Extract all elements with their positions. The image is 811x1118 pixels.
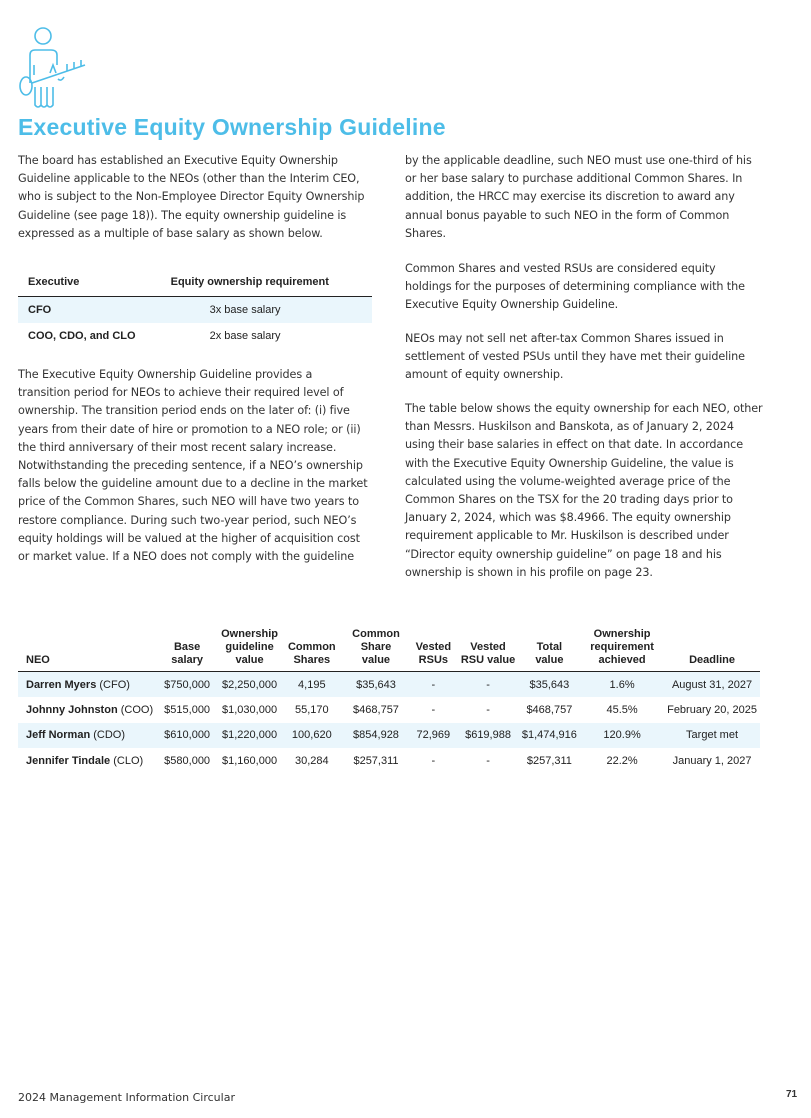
value-cell: $619,988	[465, 729, 511, 742]
value-cell: -	[431, 703, 436, 716]
value-cell: -	[486, 703, 490, 716]
value-cell: $2,250,000	[222, 678, 278, 691]
neo-role: (CLO)	[113, 754, 144, 767]
neo-name: Jennifer Tindale	[26, 754, 111, 767]
neo-role: (COO)	[120, 703, 154, 716]
page-number: 71	[786, 1089, 798, 1100]
value-cell: $580,000	[164, 754, 211, 767]
table-row	[18, 748, 760, 774]
table-row	[18, 723, 760, 749]
value-cell: $35,643	[356, 678, 396, 691]
col-header: Common Share value	[343, 628, 410, 672]
col-header: Executive	[18, 272, 171, 297]
value-cell: $1,030,000	[222, 703, 278, 716]
neo-cell	[18, 723, 156, 749]
requirement-table	[18, 272, 372, 349]
compliance-paragraph: by the applicable deadline, such NEO must use one-third of his or her base salary to purchase additional Common Shares. In addition, the HRCC may exercise its discretion to award any annual bonus payable to such NEO in the form of Common Shares.	[405, 154, 752, 240]
executive-cell: CFO	[28, 303, 52, 316]
executive-cell: COO, CDO, and CLO	[28, 329, 136, 342]
value-cell: -	[486, 678, 490, 691]
table-row	[18, 697, 760, 723]
col-header: Deadline	[664, 628, 760, 672]
psu-paragraph: NEOs may not sell net after-tax Common Shares issued in settlement of vested PSUs until they have met their guideline amount of equity ownership.	[405, 332, 745, 382]
neo-cell	[18, 672, 156, 698]
value-cell: 55,170	[294, 703, 329, 716]
table-row	[18, 672, 760, 698]
neo-name: Jeff Norman	[26, 729, 91, 742]
col-header: Base salary	[156, 628, 218, 672]
col-header: NEO	[18, 628, 156, 672]
neo-role: (CFO)	[99, 678, 130, 691]
value-cell: $750,000	[164, 678, 211, 691]
value-cell: -	[486, 754, 490, 767]
holdings-paragraph: Common Shares and vested RSUs are considered equity holdings for the purposes of determining compliance with the Executive Equity Ownership Guideline.	[405, 262, 745, 312]
neo-name: Darren Myers	[26, 678, 97, 691]
neo-name: Johnny Johnston	[26, 703, 118, 716]
value-cell: $468,757	[353, 703, 399, 716]
intro-paragraph: The board has established an Executive Equity Ownership Guideline applicable to the NEOs (other than the Interim CEO, who is subject to the Non-Employee Director Equity Ownership Guideline (see page 18)). The equity ownership guideline is expressed as a multiple of base salary as shown below.	[18, 154, 365, 240]
value-cell: 72,969	[416, 729, 451, 742]
value-cell: $35,643	[529, 678, 570, 691]
value-cell: 30,284	[294, 754, 329, 767]
value-cell: February 20, 2025	[667, 703, 757, 716]
table-row	[18, 323, 372, 349]
value-cell: $1,474,916	[521, 729, 577, 742]
value-cell: $1,220,000	[222, 729, 278, 742]
value-cell: Target met	[686, 729, 739, 742]
value-cell: $257,311	[353, 754, 399, 767]
neo-cell	[18, 697, 156, 723]
person-with-key-icon	[15, 25, 95, 110]
col-header: Vested RSU value	[457, 628, 518, 672]
col-header: Common Shares	[281, 628, 343, 672]
value-cell: 120.9%	[603, 729, 641, 742]
value-cell: 4,195	[298, 678, 326, 691]
requirement-cell: 3x base salary	[209, 303, 281, 316]
neo-role: (CDO)	[93, 729, 126, 742]
value-cell: 1.6%	[609, 678, 635, 691]
transition-paragraph: The Executive Equity Ownership Guideline provides a transition period for NEOs to achieve their required level of ownership. The transition period ends on the later of: (i) five years from their date of hire or promotion to a NEO role; or (ii) the third anniversary of their most recent salary increase. Notwithstanding the preceding sentence, if a NEO’s ownership falls below the guideline amount due to a decline in the market price of the Common Shares, such NEO will have two years to restore compliance. During such two-year period, such NEO’s equity holdings will be valued at the higher of acquisition cost or market value. If a NEO does not comply with the guideline	[18, 368, 368, 564]
table-row	[18, 297, 372, 323]
value-cell: $257,311	[526, 754, 572, 767]
table-intro-paragraph: The table below shows the equity ownership for each NEO, other than Messrs. Huskilson and Banskota, as of January 2, 2024 using their base salaries in effect on that date. In accordance with the Executive Equity Ownership Guideline, the value is calculated using the volume-weighted average price of the Common Shares on the TSX for the 20 trading days prior to January 2, 2024, which was $8.4966. The equity ownership requirement applicable to Mr. Huskilson is described under “Director equity ownership guideline” on page 18 and his ownership is shown in his profile on page 23.	[405, 402, 763, 579]
value-cell: $610,000	[164, 729, 211, 742]
value-cell: -	[431, 754, 436, 767]
page-title: Executive Equity Ownership Guideline	[18, 114, 446, 140]
footer-title: 2024 Management Information Circular	[18, 1091, 235, 1104]
requirement-cell: 2x base salary	[209, 329, 281, 342]
col-header: Ownership requirement achieved	[580, 628, 664, 672]
value-cell: -	[431, 678, 436, 691]
value-cell: $468,757	[526, 703, 573, 716]
value-cell: $1,160,000	[222, 754, 278, 767]
value-cell: August 31, 2027	[671, 678, 753, 691]
col-header: Vested RSUs	[409, 628, 457, 672]
col-header: Ownership guideline value	[218, 628, 281, 672]
value-cell: 100,620	[291, 729, 332, 742]
value-cell: $854,928	[353, 729, 399, 742]
value-cell: January 1, 2027	[672, 754, 752, 767]
col-header: Total value	[519, 628, 580, 672]
value-cell: 45.5%	[606, 703, 638, 716]
neo-cell	[18, 748, 156, 774]
col-header: Equity ownership requirement	[171, 272, 372, 297]
value-cell: $515,000	[164, 703, 211, 716]
neo-ownership-table	[18, 628, 760, 774]
value-cell: 22.2%	[606, 754, 638, 767]
